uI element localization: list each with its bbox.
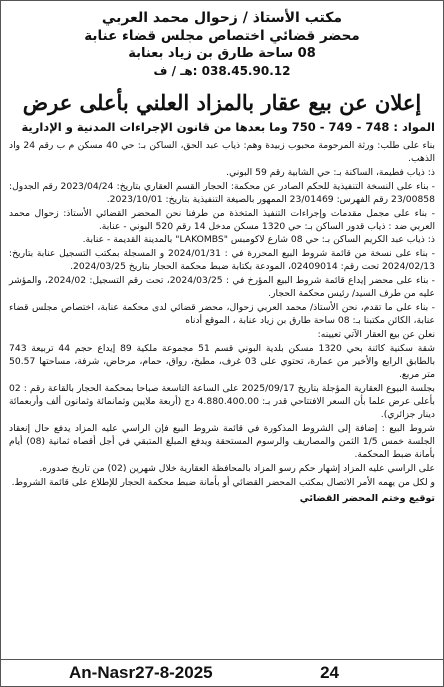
paragraph-registration: على الراسي عليه المزاد إشهار حكم رسو المزاد بالمحافظة العقارية خلال شهرين (02) من تاريخ صدوره. [39, 462, 435, 474]
notice-title: إعلان عن بيع عقار بالمزاد العلني بأعلى عرض [22, 90, 422, 115]
paragraph-sale-conditions: شروط البيع : إضافة إلى الشروط المذكورة في قائمة شروط البيع فإن الراسي عليه المزاد يدفع حال إنعقاد الجلسة خمس 1/5 الثمن والمصاريف والرسوم المستحقة ويدفع المبلغ المتبقي في أجل أقصاه ثمانية (08) أيام بأمانة ضبط المحكمة. [9, 422, 435, 461]
office-name: مكتب الأستاذ / زحوال محمد العربي [101, 10, 343, 26]
signature-line: توقيع وختم المحضر القضائي [299, 492, 435, 504]
paragraph-petitioners: بناء على طلب: ورثة المرحومة محبوب زبيدة وهم: ذياب عبد الحق، الساكن بـ: حي 40 مسكن م ب رقم 24 واد الذهب. [9, 140, 435, 165]
legal-articles: المواد : 748 - 749 - 750 وما بعدها من قانون الإجراءات المدنية و الإدارية [21, 120, 435, 134]
paragraph-deposit-record: - بناء على محضر إيداع قائمة شروط البيع المؤرخ في : 2024/03/25، تحت رقم التسجيل: 2024/02، والمؤشر عليه من طرف السيد/ رئيس محكمة الحجار. [9, 275, 435, 300]
office-header [1, 1, 443, 79]
office-role: محضر قضائي اختصاص مجلس قضاء عنابة [84, 28, 360, 44]
paragraph-judgment: - بناء على النسخة التنفيذية للحكم الصادر عن محكمة: الحجار القسم العقاري بتاريخ: 2023/04/24 رقم الجدول: 23/00858 رقم الفهرس: 23/01469 الممهور بالصيغة التنفيذية بتاريخ: 2023/10/01. [9, 180, 435, 205]
paragraph-conditions-list: - بناء على نسخة من قائمة شروط البيع المحررة في : 2024/01/31 و المسجلة بمكتب التسجيل عنابة بتاريخ: 2024/02/13 تحت رقم: 02409014، المودعة بكتابة ضبط محكمة الحجار بتاريخ 2024/03/25. [9, 248, 435, 273]
office-address: 08 ساحة طارق بن زياد بعنابة [128, 46, 316, 61]
publication-name-date: An-Nasr27-8-2025 [69, 663, 213, 682]
paragraph-petitioner-2: ذ: ذياب فطيمة، الساكنة بـ: حي الشابية رقم 59 البوني. [226, 166, 435, 178]
paragraph-auction-session: بجلسة البيوع العقارية المؤجلة بتاريخ 2025/09/17 على الساعة التاسعة صباحا بمحكمة الحجار بالقاعة رقم : 02 بأعلى عرض علما بأن السعر الافتتاحي قدر بـ: 4.880.400.00 دج (أربعة ملايين وثمانمائة وثمانون ألف وأربعمائة دينار جزائري). [9, 382, 435, 421]
paragraph-bailiff: - بناء على ما تقدم، نحن الأستاذ/ محمد العربي زحوال، محضر قضائي لدى محكمة عنابة، اختصاص مجلس قضاء عنابة، الكائن مكتبنا بـ: 08 ساحة طارق بن زياد عنابة ، الموقع أدناه [9, 301, 435, 327]
page-footer [1, 659, 443, 686]
paragraph-announcement: نعلن عن بيع العقار الآتي تعيينه: [317, 328, 435, 340]
paragraph-property-description: شقة سكنية كائنة بحي 1320 مسكن بلدية البوني قسم 51 مجموعة ملكية 89 إيداع حجم 44 تربيعة 743 بالطابق الرابع والأخير من عمارة، تحتوي على 03 غرف، مطبخ، رواق، حمام، مرحاض، شرفة، مساحتها 50.57 متر مربع. [9, 342, 435, 380]
paragraph-defendant-2: ذ: ذياب عبد الكريم الساكن بـ: حي 08 شارع لاكومبس "LAKOMBS" بالمدينة القديمة - عنابة. [82, 234, 435, 246]
paragraph-execution: - بناء على مجمل مقدمات وإجراءات التنفيذ المتخذة من طرفنا نحن المحضر القضائي الأستاذ: زحوال محمد العربي ضد : ذياب قدور الساكن بـ: حي 1320 مسكن مدخل 14 رقم 520 البوني - عنابة. [9, 207, 435, 232]
office-phone: 038.45.90.12 :هـ / ف [153, 64, 291, 78]
paragraph-contact: و لكل من يهمه الأمر الاتصال بمكتب المحضر القضائي أو بأمانة ضبط محكمة الحجار للإطلاع على قائمة الشروط. [11, 476, 435, 488]
notice-body [1, 139, 443, 489]
page-number: 24 [320, 663, 339, 682]
